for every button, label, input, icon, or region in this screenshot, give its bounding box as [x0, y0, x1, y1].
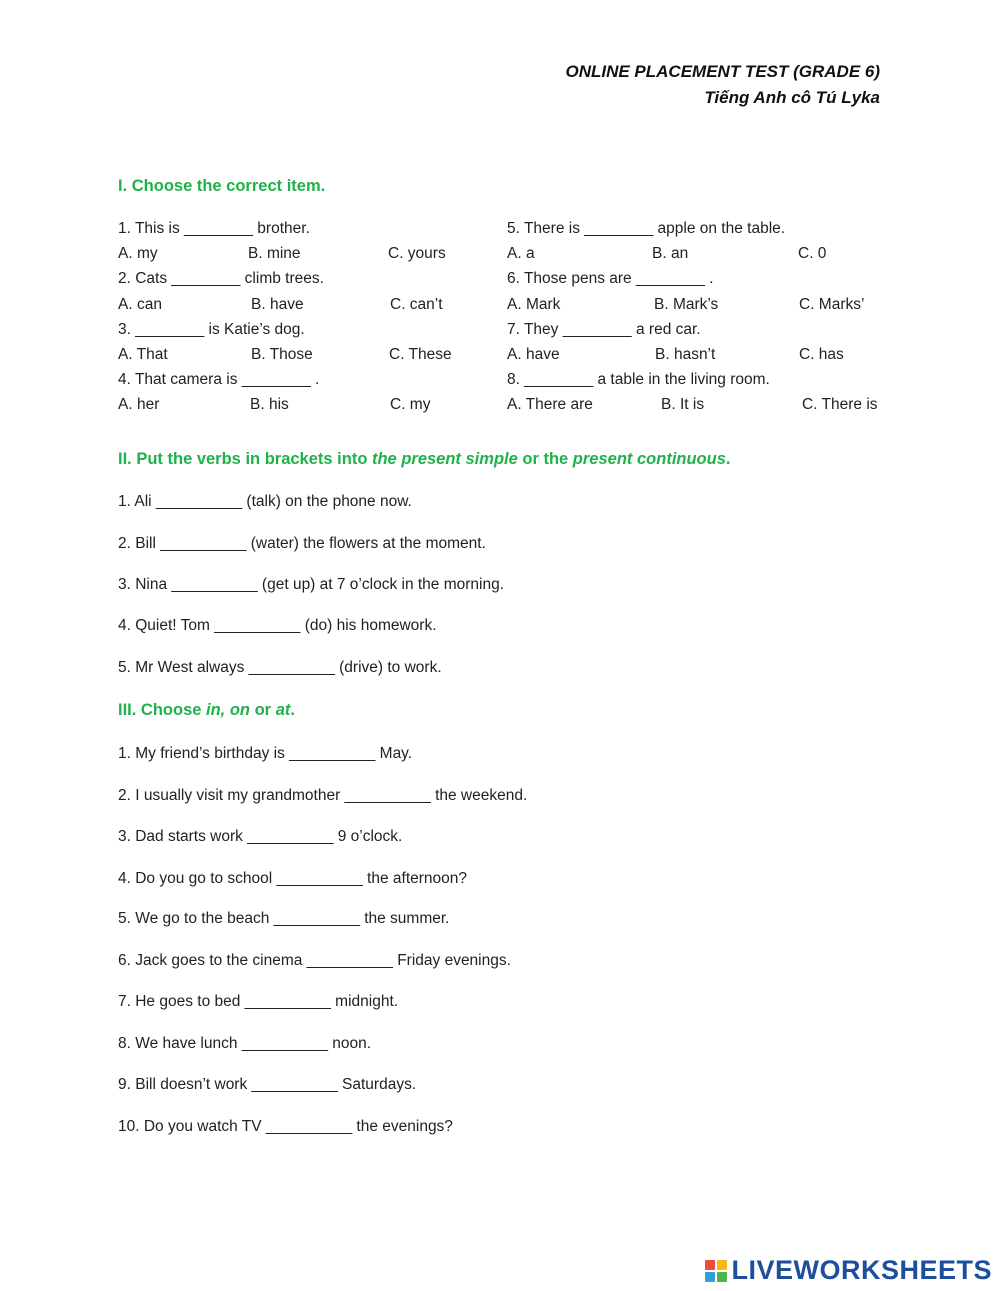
section-3-title-mid: or [250, 701, 276, 719]
option-7a[interactable]: A. have [507, 346, 560, 363]
prep-item-5: 5. We go to the beach __________ the summer. [118, 910, 450, 927]
verb-item-4: 4. Quiet! Tom __________ (do) his homework. [118, 617, 437, 634]
option-1a[interactable]: A. my [118, 245, 158, 262]
verb-item-1: 1. Ali __________ (talk) on the phone now. [118, 493, 412, 510]
prep-item-2: 2. I usually visit my grandmother __________ the weekend. [118, 787, 528, 804]
logo-block-1 [705, 1260, 715, 1270]
verb-item-3: 3. Nina __________ (get up) at 7 o’clock in the morning. [118, 576, 505, 593]
page-subtitle: Tiếng Anh cô Tú Lyka [704, 88, 880, 107]
section-3-title [118, 701, 295, 720]
option-8c[interactable]: C. There is [802, 396, 878, 413]
prep-item-3: 3. Dad starts work __________ 9 o’clock. [118, 828, 403, 845]
question-2: 2. Cats ________ climb trees. [118, 270, 324, 287]
prep-item-8: 8. We have lunch __________ noon. [118, 1035, 372, 1052]
option-3c[interactable]: C. These [389, 346, 452, 363]
option-2a[interactable]: A. can [118, 296, 162, 313]
section-2-title [118, 450, 730, 469]
option-6b[interactable]: B. Mark’s [654, 296, 719, 313]
prep-item-1: 1. My friend’s birthday is __________ May. [118, 745, 413, 762]
option-5a[interactable]: A. a [507, 245, 535, 262]
option-4c[interactable]: C. my [390, 396, 431, 413]
section-2-title-em2: present continuous [572, 450, 726, 468]
option-1b[interactable]: B. mine [248, 245, 301, 262]
option-1c[interactable]: C. yours [388, 245, 446, 262]
logo-text: LIVEWORKSHEETS [731, 1255, 992, 1285]
section-3-title-pre: III. Choose [118, 701, 207, 719]
section-1-title: I. Choose the correct item. [118, 177, 326, 195]
section-2-title-end: . [725, 450, 731, 468]
question-1: 1. This is ________ brother. [118, 220, 310, 237]
logo-block-4 [717, 1272, 727, 1282]
section-3-title-em2: at [275, 701, 291, 719]
prep-item-6: 6. Jack goes to the cinema __________ Friday evenings. [118, 952, 511, 969]
option-4a[interactable]: A. her [118, 396, 160, 413]
logo-blocks-icon [705, 1260, 727, 1282]
question-4: 4. That camera is ________ . [118, 371, 320, 388]
prep-item-7: 7. He goes to bed __________ midnight. [118, 993, 399, 1010]
logo-block-2 [717, 1260, 727, 1270]
liveworksheets-logo[interactable] [705, 1255, 992, 1286]
section-2-title-mid: or the [517, 450, 573, 468]
prep-item-10: 10. Do you watch TV __________ the evenings? [118, 1118, 453, 1135]
question-5: 5. There is ________ apple on the table. [507, 220, 786, 237]
option-7c[interactable]: C. has [799, 346, 844, 363]
section-2-title-pre: II. Put the verbs in brackets into [118, 450, 372, 468]
option-5c[interactable]: C. 0 [798, 245, 827, 262]
section-2-title-em1: the present simple [371, 450, 518, 468]
option-6c[interactable]: C. Marks’ [799, 296, 865, 313]
option-5b[interactable]: B. an [652, 245, 689, 262]
option-4b[interactable]: B. his [250, 396, 289, 413]
question-3: 3. ________ is Katie’s dog. [118, 321, 305, 338]
option-7b[interactable]: B. hasn’t [655, 346, 716, 363]
section-3-title-end: . [290, 701, 295, 719]
option-2c[interactable]: C. can’t [390, 296, 443, 313]
option-2b[interactable]: B. have [251, 296, 304, 313]
prep-item-9: 9. Bill doesn’t work __________ Saturdays. [118, 1076, 417, 1093]
verb-item-5: 5. Mr West always __________ (drive) to work. [118, 659, 442, 676]
option-6a[interactable]: A. Mark [507, 296, 561, 313]
option-3b[interactable]: B. Those [251, 346, 313, 363]
question-8: 8. ________ a table in the living room. [507, 371, 770, 388]
question-6: 6. Those pens are ________ . [507, 270, 714, 287]
logo-block-3 [705, 1272, 715, 1282]
option-8b[interactable]: B. It is [661, 396, 705, 413]
prep-item-4: 4. Do you go to school __________ the afternoon? [118, 870, 468, 887]
option-8a[interactable]: A. There are [507, 396, 593, 413]
option-3a[interactable]: A. That [118, 346, 168, 363]
section-3-title-em1: in, on [206, 701, 251, 719]
question-7: 7. They ________ a red car. [507, 321, 701, 338]
page-title: ONLINE PLACEMENT TEST (GRADE 6) [565, 62, 880, 81]
verb-item-2: 2. Bill __________ (water) the flowers at the moment. [118, 535, 486, 552]
